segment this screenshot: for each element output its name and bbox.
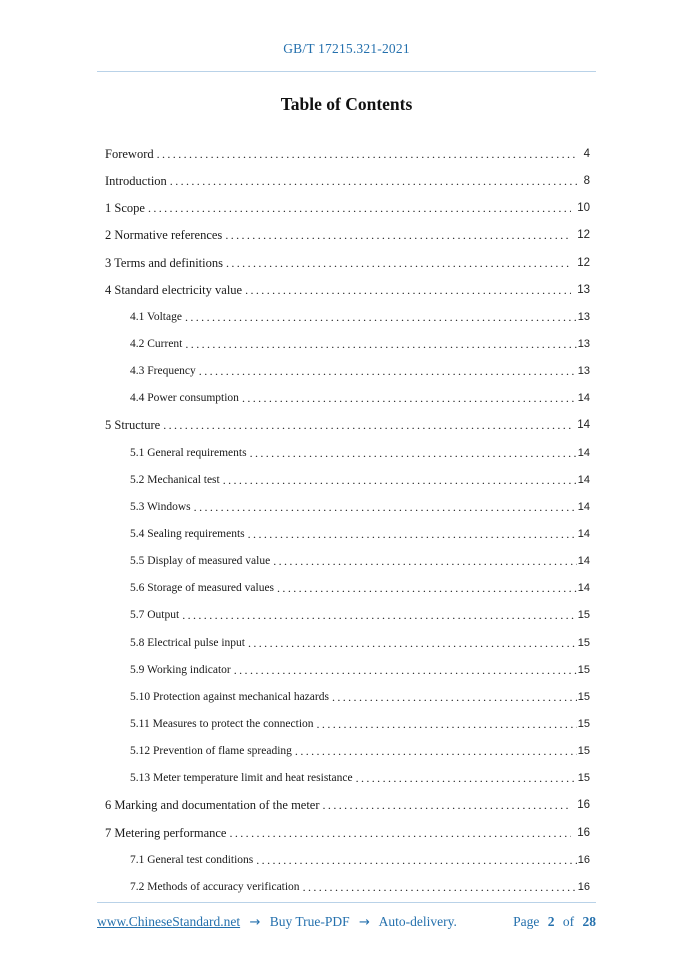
toc-entry-label: 5.5 Display of measured value <box>130 555 271 568</box>
page-header <box>0 0 693 72</box>
toc-dot-leader <box>356 765 577 792</box>
toc-dot-leader <box>317 711 577 738</box>
toc-entry-label: 5.1 General requirements <box>130 446 247 459</box>
toc-dot-leader <box>256 847 576 874</box>
toc-dot-leader <box>226 250 571 277</box>
toc-entry-page-number: 14 <box>577 419 590 432</box>
toc-dot-leader <box>248 630 577 657</box>
arrow-right-icon: → <box>359 915 370 930</box>
page-word: Page <box>513 914 540 929</box>
arrow-right-icon: → <box>249 915 261 930</box>
toc-entry-page-number: 13 <box>577 337 590 350</box>
toc-entry-label: 3 Terms and definitions <box>105 255 223 270</box>
toc-entry-page-number: 14 <box>577 392 590 405</box>
toc-dot-leader <box>332 684 577 711</box>
toc-entry[interactable] <box>105 521 590 548</box>
toc-dot-leader <box>163 412 571 439</box>
toc-entry[interactable] <box>105 657 590 684</box>
toc-entry-page-number: 14 <box>577 582 590 595</box>
toc-entry-label: 5.6 Storage of measured values <box>130 582 275 595</box>
toc-entry[interactable] <box>105 250 590 277</box>
toc-entry-label: 5.10 Protection against mechanical hazards <box>130 690 329 703</box>
buy-true-pdf-text: Buy True-PDF <box>269 914 350 929</box>
toc-entry-label: 6 Marking and documentation of the meter <box>105 798 320 813</box>
toc-entry-label: 5.13 Meter temperature limit and heat resistance <box>130 772 353 785</box>
toc-dot-leader <box>229 820 571 847</box>
toc-entry[interactable] <box>105 575 590 602</box>
toc-entry-page-number: 13 <box>577 310 590 323</box>
toc-entry[interactable] <box>105 440 590 467</box>
toc-entry[interactable] <box>105 711 590 738</box>
toc-entry-page-number: 15 <box>577 663 590 676</box>
toc-entry-page-number: 15 <box>577 690 590 703</box>
toc-entry[interactable] <box>105 684 590 711</box>
toc-list <box>97 141 596 901</box>
toc-entry[interactable] <box>105 168 590 195</box>
toc-entry[interactable] <box>105 630 590 657</box>
toc-entry-page-number: 15 <box>577 636 590 649</box>
footer-promo-line <box>97 914 457 930</box>
toc-dot-leader <box>199 358 577 385</box>
toc-entry[interactable] <box>105 195 590 222</box>
toc-dot-leader <box>273 548 577 575</box>
toc-dot-leader <box>225 222 571 249</box>
toc-entry-page-number: 16 <box>577 799 590 812</box>
toc-entry-label: Foreword <box>105 147 154 161</box>
toc-entry-page-number: 8 <box>583 175 590 188</box>
site-link[interactable]: www.ChineseStandard.net <box>97 914 241 929</box>
toc-entry[interactable] <box>105 304 590 331</box>
doc-number: GB/T 17215.321-2021 <box>283 41 410 56</box>
toc-entry[interactable] <box>105 277 590 304</box>
toc-dot-leader <box>295 738 577 765</box>
toc-dot-leader <box>277 575 577 602</box>
toc-entry[interactable] <box>105 412 590 439</box>
toc-entry[interactable] <box>105 467 590 494</box>
toc-dot-leader <box>248 521 577 548</box>
toc-entry[interactable] <box>105 792 590 819</box>
toc-entry-page-number: 14 <box>577 555 590 568</box>
toc-entry-label: 5.9 Working indicator <box>130 663 231 676</box>
toc-entry-label: 5.4 Sealing requirements <box>130 527 245 540</box>
toc-entry-label: 5.8 Electrical pulse input <box>130 636 245 649</box>
toc-entry-page-number: 13 <box>577 365 590 378</box>
toc-entry-page-number: 16 <box>577 880 590 893</box>
toc-entry-label: 5 Structure <box>105 418 161 433</box>
toc-entry-page-number: 14 <box>577 446 590 459</box>
toc-dot-leader <box>245 277 571 304</box>
toc-entry-label: 5.11 Measures to protect the connection <box>130 717 314 730</box>
page-title: Table of Contents <box>280 94 413 114</box>
toc-dot-leader <box>242 385 577 412</box>
toc-entry-label: 5.7 Output <box>130 609 180 622</box>
toc-dot-leader <box>157 141 578 168</box>
toc-entry[interactable] <box>105 602 590 629</box>
toc-entry-page-number: 14 <box>577 500 590 513</box>
toc-entry-label: 5.2 Mechanical test <box>130 473 220 486</box>
toc-dot-leader <box>303 874 577 901</box>
toc-entry[interactable] <box>105 738 590 765</box>
header-divider <box>97 71 596 72</box>
toc-entry[interactable] <box>105 874 590 901</box>
of-word: of <box>562 914 575 929</box>
toc-entry-label: 2 Normative references <box>105 228 223 243</box>
toc-dot-leader <box>185 331 576 358</box>
page-footer <box>97 902 596 930</box>
toc-dot-leader <box>194 494 577 521</box>
toc-entry-page-number: 10 <box>577 202 590 215</box>
toc-entry[interactable] <box>105 222 590 249</box>
toc-entry-label: 4.2 Current <box>130 337 183 350</box>
toc-dot-leader <box>223 467 577 494</box>
page-indicator <box>513 914 596 930</box>
toc-dot-leader <box>234 657 577 684</box>
auto-delivery-text: Auto-delivery. <box>378 914 457 929</box>
toc-entry-label: Introduction <box>105 174 167 189</box>
toc-entry-page-number: 15 <box>577 772 590 785</box>
toc-entry[interactable] <box>105 494 590 521</box>
toc-entry-label: 4.4 Power consumption <box>130 392 239 405</box>
toc-entry[interactable] <box>105 141 590 168</box>
total-page-count: 28 <box>582 914 596 929</box>
toc-entry-page-number: 13 <box>577 283 590 296</box>
toc-entry[interactable] <box>105 331 590 358</box>
toc-entry-page-number: 12 <box>577 256 590 269</box>
toc-dot-leader <box>170 168 578 195</box>
toc-entry-page-number: 15 <box>577 745 590 758</box>
toc-dot-leader <box>323 792 572 819</box>
toc-entry-label: 5.12 Prevention of flame spreading <box>130 745 292 758</box>
toc-entry-page-number: 15 <box>577 609 590 622</box>
toc-dot-leader <box>185 304 577 331</box>
toc-entry-label: 4.3 Frequency <box>130 365 196 378</box>
toc-dot-leader <box>250 440 577 467</box>
toc-entry-page-number: 14 <box>577 527 590 540</box>
toc-entry-label: 7.1 General test conditions <box>130 853 254 866</box>
toc-dot-leader <box>182 602 577 629</box>
toc-entry-page-number: 15 <box>577 717 590 730</box>
toc-entry-page-number: 4 <box>583 148 590 160</box>
toc-entry-label: 4 Standard electricity value <box>105 282 243 297</box>
toc-entry-label: 7 Metering performance <box>105 825 227 840</box>
toc-entry-page-number: 14 <box>577 473 590 486</box>
toc-entry-page-number: 16 <box>577 826 590 839</box>
toc-entry-label: 7.2 Methods of accuracy verification <box>130 880 300 893</box>
current-page-number: 2 <box>547 914 555 929</box>
toc-entry[interactable] <box>105 358 590 385</box>
toc-entry-label: 4.1 Voltage <box>130 310 182 323</box>
toc-entry[interactable] <box>105 765 590 792</box>
toc-entry-label: 5.3 Windows <box>130 500 191 513</box>
toc-entry[interactable] <box>105 548 590 575</box>
toc-entry-page-number: 12 <box>577 229 590 242</box>
toc-entry[interactable] <box>105 847 590 874</box>
toc-dot-leader <box>148 195 571 222</box>
toc-entry-label: 1 Scope <box>105 201 145 216</box>
toc-entry-page-number: 16 <box>577 853 590 866</box>
toc-entry[interactable] <box>105 820 590 847</box>
toc-entry[interactable] <box>105 385 590 412</box>
